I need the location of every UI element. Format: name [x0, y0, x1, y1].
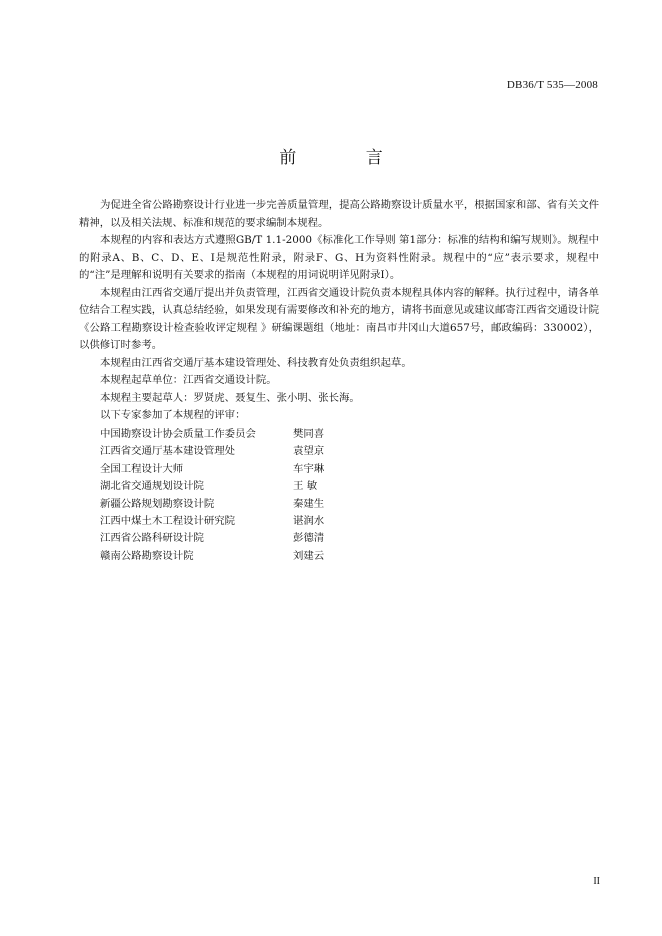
expert-name: 彭德清: [293, 532, 325, 545]
paragraph-reviewers-intro: 以下专家参加了本规程的评审：: [100, 409, 246, 421]
expert-org: 湖北省交通规划设计院: [100, 480, 204, 493]
expert-name: 秦建生: [293, 497, 325, 510]
paragraph-organizer: 本规程由江西省交通厅基本建设管理处、科技教育处负责组织起草。: [100, 356, 412, 369]
expert-org: 江西省交通厅基本建设管理处: [100, 445, 236, 458]
paragraph-drafting-unit: 本规程起草单位：江西省交通设计院。: [100, 374, 277, 386]
expert-name: 袁望京: [293, 445, 325, 458]
list-item: [100, 461, 400, 478]
page-title: 前 言: [279, 148, 415, 168]
list-item: [100, 513, 400, 530]
expert-org: 全国工程设计大师: [100, 462, 184, 475]
expert-org: 江西中煤土木工程设计研究院: [100, 515, 236, 528]
list-item: [100, 426, 400, 443]
preface-body: [79, 197, 599, 425]
expert-name: 车宇琳: [293, 462, 325, 475]
paragraph-format: 本规程的内容和表达方式遵照GB/T 1.1-2000《标准化工作导则 第1部分：标准的结构和编写规则》。规程中的附录A、B、C、D、E、I是规范性附录，附录F、G、H为资料性附录。规程中的“应”表示要求，规程中的“注”是理解和说明有关要求的指南（本规程的用词说明详见附录I）。: [79, 234, 599, 281]
paragraph-purpose: 为促进全省公路勘察设计行业进一步完善质量管理，提高公路勘察设计质量水平，根据国家和部、省有关文件精神，以及相关法规、标准和规范的要求编制本规程。: [79, 199, 599, 229]
list-item: [100, 548, 400, 565]
expert-name: 谌润水: [293, 515, 325, 528]
list-item: [100, 478, 400, 495]
list-item: [100, 530, 400, 547]
list-item: [100, 443, 400, 460]
page-number: II: [593, 876, 600, 887]
expert-org: 赣南公路勘察设计院: [100, 549, 194, 562]
paragraph-drafters: 本规程主要起草人：罗贤虎、聂复生、张小明、张长海。: [100, 391, 360, 404]
expert-name: 刘建云: [293, 549, 325, 562]
document-code: DB36/T 535—2008: [506, 79, 598, 91]
list-item: [100, 496, 400, 513]
expert-org: 中国勘察设计协会质量工作委员会: [100, 428, 256, 440]
expert-list: [100, 426, 400, 565]
expert-name: 樊同喜: [293, 428, 325, 440]
expert-org: 新疆公路规划勘察设计院: [100, 497, 215, 510]
expert-org: 江西省公路科研设计院: [100, 532, 204, 545]
paragraph-management: 本规程由江西省交通厅提出并负责管理，江西省交通设计院负责本规程具体内容的解释。执行过程中，请各单位结合工程实践，认真总结经验，如果发现有需要修改和补充的地方，请将书面意见或建议邮寄江西省交通设计院《公路工程勘察设计检查验收评定规程 》研编课题组（地址：南昌市井冈山大道657号，邮政编码：330002），以供修订时参考。: [79, 286, 599, 351]
expert-name: 王 敏: [293, 480, 318, 493]
